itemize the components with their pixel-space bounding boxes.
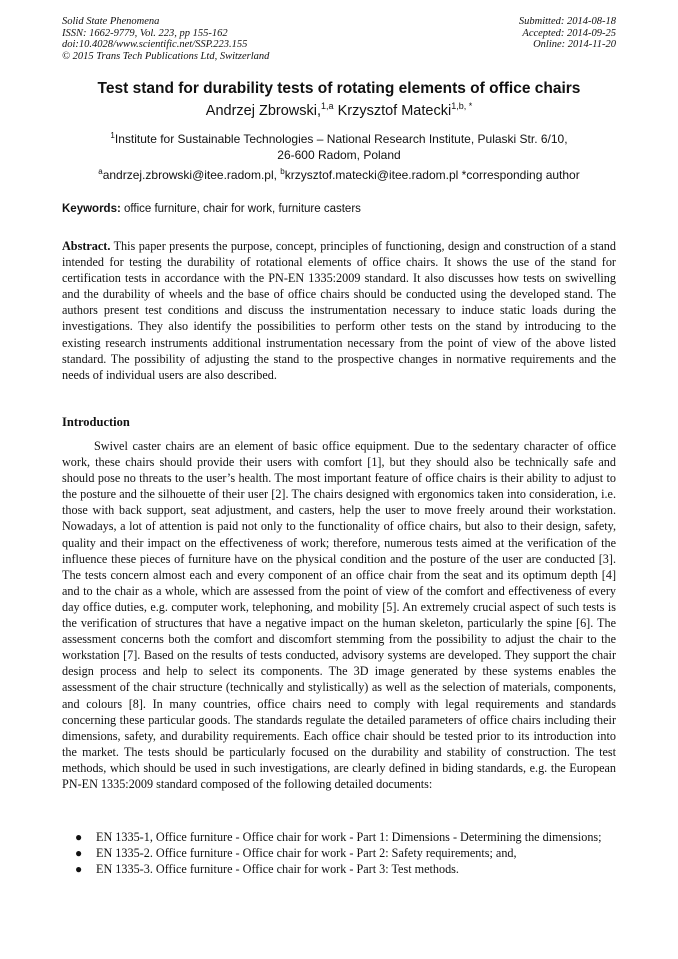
email-link[interactable]: andrzej.zbrowski@itee.radom.pl, (102, 168, 281, 182)
doi-line: doi:10.4028/www.scientific.net/SSP.223.155 (62, 39, 248, 50)
submitted-date: Submitted: 2014-08-18 (518, 16, 616, 27)
keywords (62, 203, 616, 215)
author-affil-marker: 1,a (321, 101, 334, 111)
list-item-text: EN 1335-1, Office furniture - Office chair for work - Part 1: Dimensions - Determining the dimensions; (96, 830, 602, 844)
list-item-text: EN 1335-2. Office furniture - Office chair for work - Part 2: Safety requirements; and, (96, 846, 517, 861)
bullet-icon: ● (75, 846, 83, 861)
list-item (62, 845, 616, 861)
issn-line: ISSN: 1662-9779, Vol. 223, pp 155-162 (62, 27, 228, 39)
affiliation (0, 128, 678, 163)
intro-paragraph: Swivel caster chairs are an element of basic office equipment. Due to the sedentary character of office work, these chairs should provide their users with comfort [1], but they should also be technically safe and should pose no threats to the user’s health. The most important feature of office chairs is their ability to adjust to the posture and the silhouette of their user [2]. The chairs designed with ergonomics taken into consideration, i.e. those with back support, seat adjustment, and casters, help the user to move freely around their workstation. Nowadays, a lot of attention is paid not only to the functionality of office chairs, but also to their design, safety, quality and their impact on the effectiveness of work; therefore, numerous tests aimed at the verification of the influence these pieces of furniture have on the physical condition and the posture of the user are conducted [3]. The tests concern almost each and every component of an office chair from the seat and its optimum depth [4] and to the chair as a whole, which are assessed from the point of view of the comfort and effectiveness of every day office duties, e.g. computer work, telephoning, and mobility [5]. An extremely crucial aspect of such tests is the verification of structures that have a negative impact on the human skeleton, particularly the spine [6]. The assessment concerns both the comfort and discomfort stemming from the possibility to adjust the chair to the workstation [7]. Based on the results of tests conducted, advisory systems are developed. They support the chair design process and help to select its components. The 3D image generated by these systems enables the assessment of the chair structure (technically and stylistically) as well as the selection of materials, components, and colours [8]. In many countries, office chairs need to comply with legal requirements and standards concerning these particular goods. The standards regulate the detailed parameters of office chairs including their dimensions, safety, and durability requirements. Each office chair should be tested prior to its introduction into the market. The tests should be particularly focused on the durability and stability of construction. The test methods, which should be used in such investigations, are clearly defined in biding standards, e.g. the European PN-EN 1335:2009 standard composed of the following detailed documents: (62, 439, 616, 791)
affil-line: Institute for Sustainable Technologies – National Research Institute, Pulaski Str. 6/10, (114, 132, 568, 146)
abstract-label: Abstract. (62, 239, 111, 253)
author-name: Andrzej Zbrowski, (205, 102, 322, 119)
online-date: Online: 2014-11-20 (533, 39, 616, 50)
paper-title: Test stand for durability tests of rotating elements of office chairs (97, 80, 581, 97)
list-item (62, 829, 616, 845)
keywords-label: Keywords: (62, 203, 121, 215)
author-name: Krzysztof Matecki (337, 102, 452, 119)
author-emails (0, 167, 678, 182)
section-heading: Introduction (62, 415, 130, 429)
abstract (62, 238, 616, 383)
email-marker: a (98, 167, 103, 176)
list-item-text: EN 1335-3. Office furniture - Office chair for work - Part 3: Test methods. (96, 862, 459, 877)
email-marker: b (280, 167, 285, 176)
author-affil-marker: 1,b, * (451, 101, 473, 111)
accepted-date: Accepted: 2014-09-25 (522, 27, 616, 39)
publication-dates (519, 16, 616, 51)
journal-name: Solid State Phenomena (62, 16, 160, 27)
author-list (0, 101, 678, 119)
affil-marker: 1 (110, 131, 115, 140)
affil-line: 26-600 Radom, Poland (277, 148, 401, 162)
abstract-text: This paper presents the purpose, concept, principles of functioning, design and construction of a stand intended for testing the durability of rotational elements of office chairs. It shows the use of the stand for certification tests in accordance with the PN-EN 1335:2009 standard. It also discusses how tests on swivelling and the durability of wheels and the base of office chairs should be conducted using the developed stand. The authors present test conditions and discuss the instrumentation necessary to induce static loads during the investigations. They also identify the possibilities to perform other tests on the stand by introducing to the existing research instruments additional instrumentation necessary from the point of view of the above listed standard. The possibility of adjusting the stand to the prospective changes in normative requirements and the needs of individual users are also described. (62, 239, 616, 382)
keywords-text: office furniture, chair for work, furniture casters (120, 203, 361, 215)
email-link[interactable]: krzysztof.matecki@itee.radom.pl *corresponding author (284, 168, 580, 182)
copyright-line: © 2015 Trans Tech Publications Ltd, Switzerland (62, 50, 270, 62)
list-item (62, 861, 616, 877)
bullet-icon: ● (75, 830, 83, 844)
journal-info (62, 16, 269, 62)
standards-list (62, 829, 616, 877)
bullet-icon: ● (75, 862, 83, 877)
